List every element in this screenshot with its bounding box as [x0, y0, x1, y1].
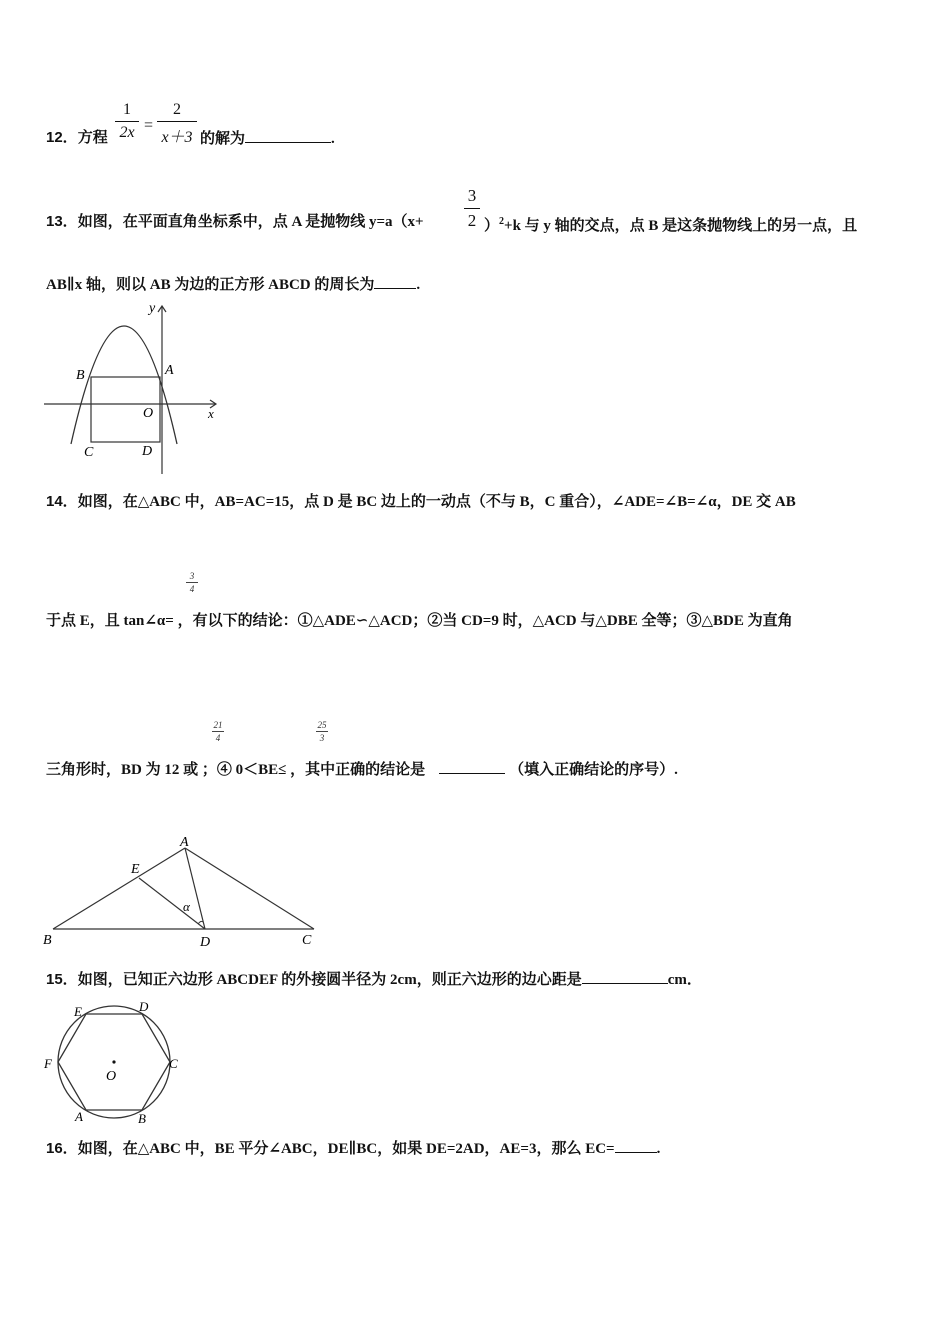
q14-line-3: [46, 759, 678, 780]
label-e: E: [131, 862, 140, 877]
q14-line2-text: 于点 E，且 tan∠α= ，有以下的结论：①△ADE∽△ACD；②当 CD=9 时，△ACD 与△DBE 全等；③△BDE 为直角: [46, 613, 793, 629]
label-b: B: [76, 368, 85, 383]
fraction-bar: [464, 208, 480, 209]
q14-f1-numerator: 21: [213, 720, 223, 730]
label-o: O: [143, 406, 154, 421]
label-c: C: [169, 1056, 178, 1071]
label-a: A: [75, 1109, 83, 1124]
q14-line-2: [46, 611, 793, 631]
q15-text: 如图，已知正六边形 ABCDEF 的外接圆半径为 2cm，则正六边形的边心距是: [77, 972, 582, 988]
q12-equals: =: [144, 117, 154, 134]
segment-ad: [185, 848, 205, 929]
q15-number: 15．: [46, 971, 78, 988]
q12-line-tail: [200, 128, 335, 149]
q13-frac-numerator: 3: [467, 186, 477, 205]
q16-end: .: [656, 1141, 661, 1157]
q14-f2-numerator: 25: [317, 720, 327, 730]
q14-fraction-21-4: [212, 720, 224, 743]
q12-fraction-1: [115, 101, 139, 142]
q13-line1-after: ）: [484, 218, 500, 234]
q12-frac2-numerator: 2: [173, 101, 181, 118]
q13-fraction: [464, 186, 480, 231]
q14-answer-blank[interactable]: [439, 759, 505, 774]
q12-frac1-numerator: 1: [123, 101, 131, 118]
q14-figure: [40, 834, 330, 952]
q14-fraction-25-3: [316, 720, 328, 743]
label-o: O: [106, 1069, 117, 1084]
label-alpha: α: [183, 899, 190, 914]
q12-line: [46, 128, 108, 148]
q15-answer-blank[interactable]: [582, 969, 668, 984]
q12-text-before: 方程: [77, 130, 108, 146]
segment-de: [139, 878, 205, 929]
q14-tan-numerator: 3: [189, 571, 195, 581]
q14-f1-denominator: 4: [215, 733, 221, 743]
label-c: C: [84, 445, 94, 460]
q15-line: [46, 969, 702, 990]
q16-answer-blank[interactable]: [615, 1138, 657, 1153]
label-x: x: [208, 406, 214, 421]
fraction-bar: [115, 121, 139, 122]
q14-number: 14．: [46, 493, 78, 510]
fraction-bar: [316, 731, 328, 732]
q13-end: .: [416, 277, 421, 293]
q14-tan-denominator: 4: [189, 584, 195, 594]
angle-arc: [198, 921, 203, 924]
center-point: [112, 1060, 115, 1063]
q14-tan-fraction: [186, 571, 198, 594]
q13-figure: [44, 300, 224, 476]
q13-number: 13．: [46, 213, 78, 230]
q14-f2-denominator: 3: [319, 733, 325, 743]
label-f: F: [44, 1056, 52, 1071]
label-d: D: [142, 444, 153, 459]
fraction-bar: [157, 121, 197, 122]
q15-unit: cm．: [667, 972, 702, 988]
fraction-bar: [212, 731, 224, 732]
segment-ab: [53, 848, 185, 929]
q14-line3-a: 三角形时，BD 为 12 或 ；④ 0＜BE≤ ，其中正确的结论是: [46, 762, 426, 778]
label-c: C: [302, 933, 312, 948]
fraction-bar: [186, 582, 198, 583]
label-e: E: [74, 1004, 82, 1019]
q12-end: .: [331, 131, 335, 147]
q16-text: 如图，在△ABC 中，BE 平分∠ABC，DE∥BC，如果 DE=2AD，AE=3，那么 EC=: [77, 1141, 615, 1157]
segment-ac: [185, 848, 314, 929]
q13-line1-tail: +k 与 y 轴的交点，点 B 是这条抛物线上的另一点，且: [504, 218, 858, 234]
q13-frac-denominator: 2: [467, 211, 477, 230]
q12-frac2-denominator: x＋3: [161, 129, 193, 146]
q14-line-1: [46, 492, 796, 512]
label-b: B: [138, 1111, 146, 1126]
q13-superscript: 2: [499, 216, 505, 227]
q12-number: 12．: [46, 129, 78, 146]
q13-line-2: [46, 274, 420, 295]
q15-figure: [42, 996, 188, 1128]
q12-fraction-2: [157, 101, 197, 147]
q14-line1-text: 如图，在△ABC 中，AB=AC=15，点 D 是 BC 边上的一动点（不与 B，C 重合），∠ADE=∠B=∠α，DE 交 AB: [77, 494, 796, 510]
q12-frac1-denominator: 2x: [119, 124, 135, 141]
q13-line1-before: 如图，在平面直角坐标系中，点 A 是抛物线 y=a（x+: [77, 214, 424, 230]
parabola-curve: [71, 326, 177, 444]
q13-line-1-tail: [484, 212, 857, 236]
q12-text-after: 的解为: [200, 131, 246, 147]
label-a: A: [180, 835, 189, 850]
label-y: y: [149, 301, 156, 316]
q16-line: [46, 1138, 660, 1159]
label-d: D: [139, 999, 149, 1014]
q13-answer-blank[interactable]: [374, 274, 416, 289]
q13-line-1: [46, 212, 424, 232]
q12-answer-blank[interactable]: [245, 128, 331, 143]
q13-line2-text: AB∥x 轴，则以 AB 为边的正方形 ABCD 的周长为: [46, 277, 375, 293]
q14-line3-b: （填入正确结论的序号）.: [509, 762, 678, 778]
q16-number: 16．: [46, 1140, 78, 1157]
label-b: B: [43, 933, 52, 948]
label-a: A: [165, 363, 174, 378]
label-d: D: [200, 935, 211, 950]
